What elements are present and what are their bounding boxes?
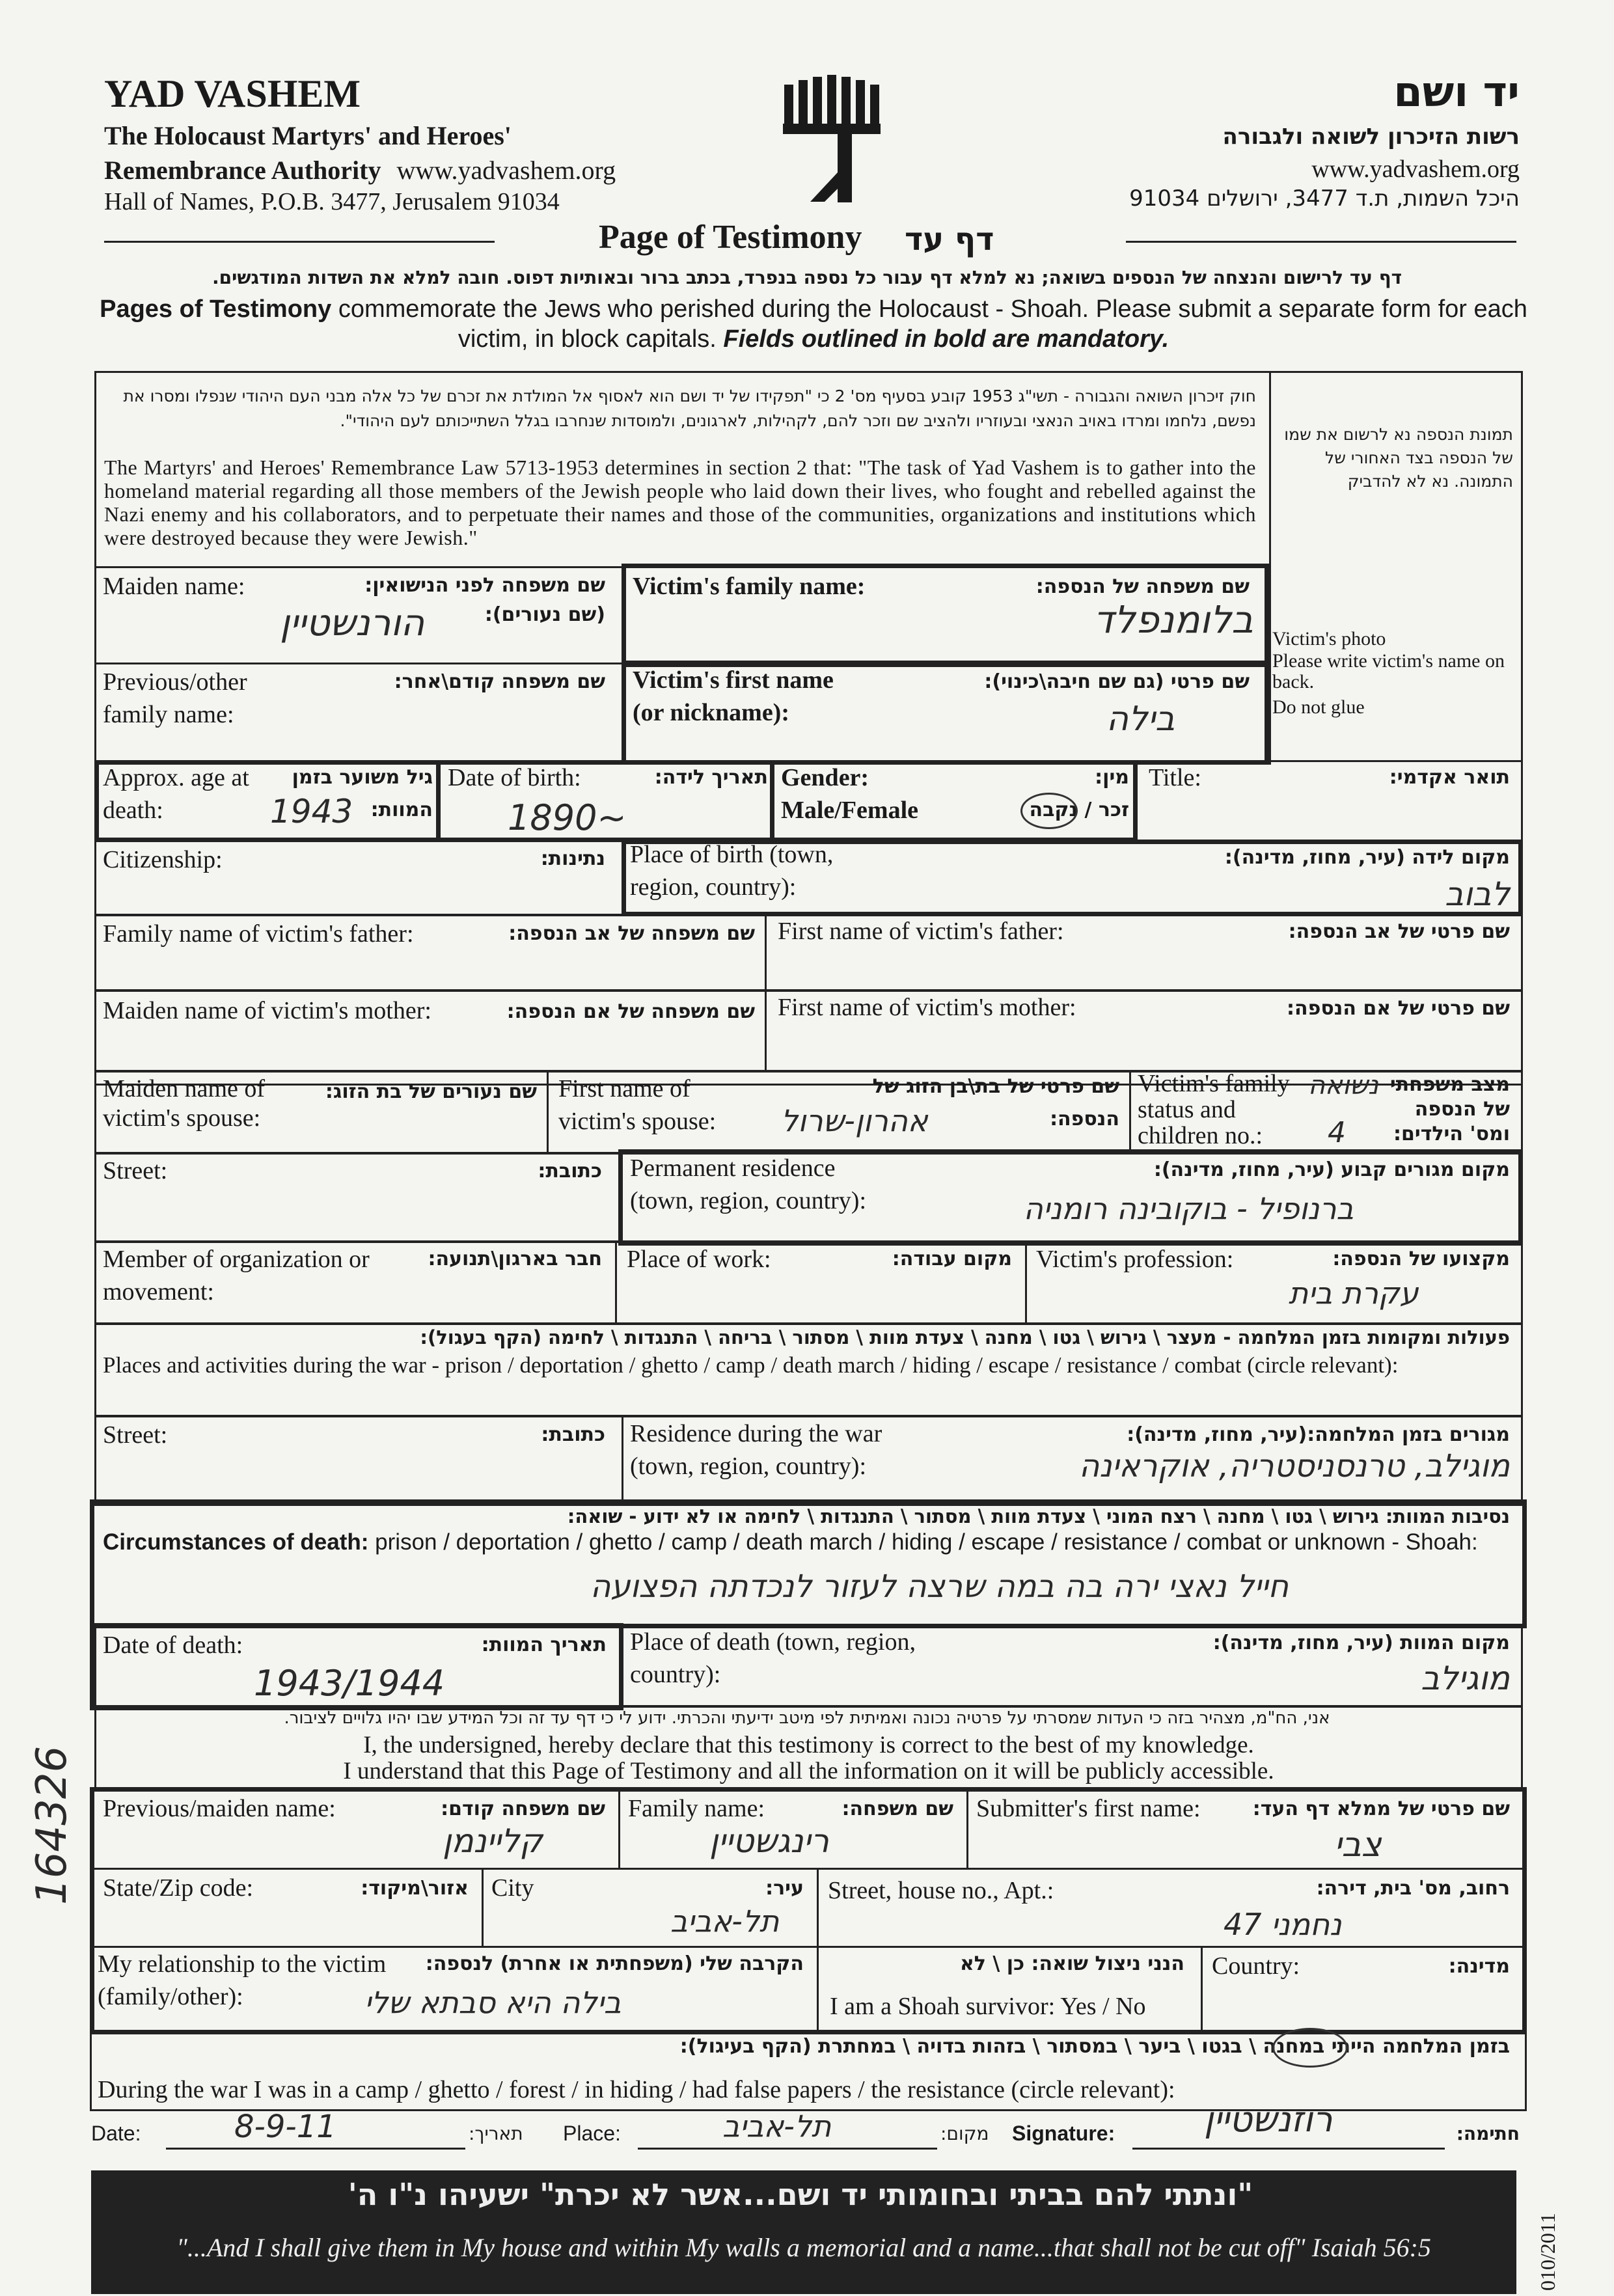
country-label: Country: bbox=[1212, 1952, 1300, 1980]
gender-label-1: Gender: bbox=[781, 764, 869, 791]
city-label-he: עיר: bbox=[765, 1877, 804, 1900]
submitter-family-value[interactable]: רינגשטיין bbox=[709, 1822, 829, 1860]
maiden-name-label-he: שם משפחה לפני הנישואין: bbox=[364, 574, 605, 597]
signature-label: Signature: bbox=[1012, 2122, 1115, 2145]
relationship-value[interactable]: בילה היא סבתא שלי bbox=[364, 1985, 622, 2020]
org-web-he: www.yadvashem.org bbox=[1311, 156, 1520, 183]
form-code: 010/2011 bbox=[1536, 2213, 1559, 2291]
children-count-value[interactable]: 4 bbox=[1328, 1116, 1346, 1149]
mother-maiden-label: Maiden name of victim's mother: bbox=[103, 997, 431, 1024]
pob-label-1: Place of birth (town, bbox=[630, 841, 834, 868]
org-line2-en-text: Remembrance Authority bbox=[104, 156, 381, 185]
perm-residence-value[interactable]: ברנופיל - בוקובינה רומניה bbox=[1023, 1191, 1354, 1226]
photo-glue: Do not glue bbox=[1272, 696, 1365, 718]
relationship-label-he: הקרבה שלי (משפחתית או אחרת) לנספה: bbox=[425, 1952, 804, 1975]
spouse-maiden-label-2: victim's spouse: bbox=[103, 1104, 261, 1132]
zip-label-he: אזור\מיקוד: bbox=[361, 1877, 469, 1900]
place-label: Place: bbox=[563, 2122, 621, 2145]
signature-value[interactable]: רוזנשטיין bbox=[1204, 2099, 1333, 2140]
war-residence-value[interactable]: מוגילב, טרנסניסטריה, אוקראינה bbox=[1079, 1448, 1510, 1484]
submitter-first-label: Submitter's first name: bbox=[976, 1795, 1201, 1822]
father-first-label-he: שם פרטי של אב הנספה: bbox=[1288, 920, 1510, 943]
maiden-name-value[interactable]: הורנשטיין bbox=[280, 602, 425, 644]
war-camp-circle bbox=[1272, 2028, 1348, 2068]
relationship-label-1: My relationship to the victim bbox=[98, 1950, 387, 1978]
country-label-he: מדינה: bbox=[1448, 1955, 1510, 1978]
date-value[interactable]: 8-9-11 bbox=[234, 2109, 336, 2145]
yad-vashem-logo bbox=[765, 75, 895, 205]
father-first-label: First name of victim's father: bbox=[778, 918, 1064, 945]
circumstances-label-en bbox=[103, 1529, 1478, 1555]
survivor-label-en: I am a Shoah survivor: Yes / No bbox=[830, 1993, 1146, 2020]
org-line2-en bbox=[104, 155, 616, 185]
prev-name-label-1: Previous/other bbox=[103, 668, 247, 696]
place-value[interactable]: תל-אביב bbox=[722, 2109, 832, 2144]
org-member-label-he: חבר בארגון\תנועה: bbox=[428, 1248, 602, 1270]
war-residence-label-1: Residence during the war bbox=[630, 1420, 882, 1447]
dob-value[interactable]: 1890~ bbox=[508, 797, 627, 838]
work-label-he: מקום עבודה: bbox=[892, 1248, 1012, 1270]
victim-family-name-label: Victim's family name: bbox=[633, 573, 866, 600]
footer-quote-he: "ונתתי להם בביתי ובחומותי יד ושם...אשר לא יכרת" ישעיהו נ"ו ה' bbox=[348, 2177, 1253, 2212]
intro-en-italic: Fields outlined in bold are mandatory. bbox=[723, 325, 1169, 353]
first-name-label-he: שם פרטי (גם שם חיבה\כינוי): bbox=[984, 670, 1250, 693]
war-residence-label-he: מגורים בזמן המלחמה:(עיר, מחוז, מדינה): bbox=[1127, 1423, 1510, 1446]
father-family-label: Family name of victim's father: bbox=[103, 920, 414, 948]
address-value[interactable]: נחמני 47 bbox=[1224, 1907, 1342, 1942]
place-label-he: מקום: bbox=[940, 2123, 989, 2144]
page-title-he: דף עד bbox=[905, 221, 994, 258]
intro-en-text: commemorate the Jews who perished during the Holocaust - Shoah. Please submit a separate form for each victim, in block capitals. bbox=[338, 295, 1527, 353]
pod-value[interactable]: מוגילב bbox=[1421, 1660, 1510, 1697]
war-street-label-he: כתובת: bbox=[541, 1423, 605, 1446]
family-status-label-he3: ומס' הילדים: bbox=[1393, 1123, 1510, 1145]
age-label-he2: המוות: bbox=[370, 799, 433, 821]
spouse-first-label-2: victim's spouse: bbox=[558, 1108, 717, 1135]
dod-value[interactable]: 1943/1944 bbox=[254, 1663, 445, 1704]
victim-family-name-label-he: שם משפחה של הנספה: bbox=[1035, 575, 1250, 598]
org-member-label-1: Member of organization or bbox=[103, 1246, 370, 1273]
activities-label-en: Places and activities during the war - prison / deportation / ghetto / camp / death march / hiding / escape / resistance / combat (circle relevant): bbox=[103, 1352, 1399, 1378]
intro-he: דף עד לרישום והנצחה של הנספים בשואה; נא למלא דף עבור כל נספה בנפרד, בכתב ברור ובאותיות דפוס. חובה למלא את השדות המודגשים. bbox=[212, 267, 1402, 288]
mother-maiden-label-he: שם משפחה של אם הנספה: bbox=[506, 1000, 755, 1023]
dob-label-he: תאריך לידה: bbox=[654, 766, 768, 789]
age-value[interactable]: 1943 bbox=[270, 793, 353, 830]
law-text-en: The Martyrs' and Heroes' Remembrance Law 5713-1953 determines in section 2 that: "The task of Yad Vashem is to gather into the homeland material regarding all those members of the Jewish people who laid down their lives, who fought and rebelled against the Nazi enemy and his collaborators, and to perpetuate their names and those of the communities, organizations and institutions which were destroyed because they were Jewish." bbox=[104, 456, 1256, 549]
family-status-label-3: children no.: bbox=[1138, 1122, 1263, 1149]
profession-value[interactable]: עקרת בית bbox=[1289, 1276, 1419, 1311]
circumstances-label-text: prison / deportation / ghetto / camp / death march / hiding / escape / resistance / combat or unknown - Shoah: bbox=[375, 1529, 1478, 1555]
declaration-en-1: I, the undersigned, hereby declare that this testimony is correct to the best of my knowledge. bbox=[363, 1732, 1254, 1758]
intro-en bbox=[98, 294, 1529, 354]
prev-name-label-he: שם משפחה קודם\אחר: bbox=[394, 670, 605, 693]
first-name-label-2: (or nickname): bbox=[633, 699, 789, 726]
circumstances-label-he: נסיבות המוות: גירוש \ גטו \ מחנה \ רצח המוני \ צעדת מוות \ מסתור \ התנגדות \ לחימה או לא ידוע - שואה: bbox=[567, 1505, 1510, 1527]
survivor-label-he: הנני ניצול שואה: כן \ לא bbox=[959, 1952, 1184, 1975]
war-residence-label-2: (town, region, country): bbox=[630, 1453, 867, 1480]
date-label-he: תאריך: bbox=[469, 2123, 523, 2144]
war-location-label-he: בזמן המלחמה הייתי במחנה \ בגטו \ ביער \ במסתור \ בזהות בדויה \ במחתרת (הקף בעיגול): bbox=[679, 2035, 1510, 2058]
signature-label-he: חתימה: bbox=[1456, 2123, 1520, 2144]
org-line1-he: רשות הזיכרון לשואה ולגבורה bbox=[1222, 124, 1520, 150]
declaration-en-2: I understand that this Page of Testimony and all the information on it will be publicly accessible. bbox=[343, 1758, 1274, 1784]
spouse-maiden-label-he: שם נעורים של בת הזוג: bbox=[325, 1080, 537, 1103]
title-label-he: תואר אקדמי: bbox=[1389, 766, 1510, 789]
pob-value[interactable]: לבוב bbox=[1445, 875, 1510, 913]
street-label: Street: bbox=[103, 1157, 168, 1184]
org-line1-en: The Holocaust Martyrs' and Heroes' bbox=[104, 121, 512, 150]
org-member-label-2: movement: bbox=[103, 1278, 214, 1305]
family-status-label-1: Victim's family bbox=[1138, 1070, 1290, 1097]
photo-label: Victim's photo bbox=[1272, 628, 1386, 649]
family-status-label-2: status and bbox=[1138, 1096, 1236, 1123]
mother-first-label-he: שם פרטי של אם הנספה: bbox=[1287, 997, 1510, 1020]
law-text-he: חוק זיכרון השואה והגבורה - תשי"ג 1953 קובע בסעיף מס' 2 כי "תפקידו של יד ושם הוא לאסוף אל המולדת את זכרם של כל אלה מבני העם היהודי שנפלו ומסרו את נפשם, נלחמו ומרדו באויב הנאצי ובעוזריו ולהציב שם וזכר להם, לקהילות, לארגונים, ולמוסדות שנחרבו בגלל השתייכותם לעם היהודי". bbox=[123, 387, 1256, 430]
circumstances-label-bold: Circumstances of death: bbox=[103, 1529, 369, 1555]
zip-label: State/Zip code: bbox=[103, 1874, 254, 1902]
pob-label-he: מקום לידה (עיר, מחוז, מדינה): bbox=[1224, 846, 1510, 869]
photo-write: Please write victim's name on back. bbox=[1272, 650, 1505, 692]
age-label-he1: גיל משוער בזמן bbox=[292, 766, 433, 789]
maiden-name-label-he2: (שם נעורים): bbox=[484, 603, 605, 626]
gender-label-2: Male/Female bbox=[781, 797, 919, 824]
gender-female-circle bbox=[1020, 793, 1078, 829]
intro-en-bold: Pages of Testimony bbox=[100, 295, 332, 323]
citizenship-label: Citizenship: bbox=[103, 846, 223, 873]
archive-stamp-number: 164326 bbox=[28, 1745, 76, 1905]
victim-family-name-value[interactable]: בלומנפלד bbox=[1093, 597, 1253, 642]
submitter-family-label-he: שם משפחה: bbox=[841, 1797, 953, 1820]
org-addr-he: היכל השמות, ת.ד 3477, ירושלים 91034 bbox=[1129, 185, 1520, 212]
war-street-label: Street: bbox=[103, 1421, 168, 1449]
pob-label-2: region, country): bbox=[630, 873, 797, 901]
city-label: City bbox=[491, 1874, 534, 1902]
spouse-first-label-1: First name of bbox=[558, 1075, 691, 1102]
dod-label: Date of death: bbox=[103, 1632, 243, 1659]
dod-label-he: תאריך המוות: bbox=[481, 1633, 607, 1656]
title-label: Title: bbox=[1149, 764, 1201, 791]
org-name-en: YAD VASHEM bbox=[104, 72, 361, 115]
relationship-label-2: (family/other): bbox=[98, 1983, 243, 2010]
circumstances-value[interactable]: חייל נאצי ירה בה במה שרצה לעזור לנכדתה הפצועה bbox=[590, 1568, 1289, 1605]
first-name-label-1: Victim's first name bbox=[633, 666, 834, 694]
spouse-first-label-he1: שם פרטי של בת\בן הזוג של bbox=[872, 1075, 1119, 1098]
page-title-en: Page of Testimony bbox=[599, 219, 862, 256]
submitter-first-label-he: שם פרטי של ממלא דף העד: bbox=[1252, 1797, 1510, 1820]
perm-residence-label-1: Permanent residence bbox=[630, 1155, 836, 1182]
pod-label-1: Place of death (town, region, bbox=[630, 1628, 916, 1656]
date-label: Date: bbox=[91, 2122, 141, 2145]
org-addr-en: Hall of Names, P.O.B. 3477, Jerusalem 91034 bbox=[104, 188, 560, 215]
photo-note-he: תמונת הנספה נא לרשום את שמו של הנספה בצד האחורי של התמונה. נא לא להדביק bbox=[1284, 425, 1513, 491]
spouse-first-value[interactable]: אהרון-שרול bbox=[781, 1103, 928, 1138]
gender-label-he2: זכר / נקבה bbox=[1029, 799, 1129, 821]
profession-label-he: מקצועו של הנספה: bbox=[1332, 1248, 1510, 1270]
dob-label: Date of birth: bbox=[448, 764, 581, 791]
war-location-label-en: During the war I was in a camp / ghetto / forest / in hiding / had false papers / the resistance (circle relevant): bbox=[98, 2076, 1175, 2103]
submitter-prev-value[interactable]: קליינמן bbox=[443, 1822, 543, 1860]
age-label-2: death: bbox=[103, 797, 163, 824]
father-family-label-he: שם משפחה של אב הנספה: bbox=[508, 922, 755, 945]
pod-label-he: מקום המוות (עיר, מחוז, מדינה): bbox=[1212, 1632, 1510, 1654]
submitter-prev-label-he: שם משפחה קודם: bbox=[441, 1797, 605, 1820]
submitter-family-label: Family name: bbox=[628, 1795, 765, 1822]
citizenship-label-he: נתינות: bbox=[540, 847, 605, 870]
submitter-first-value[interactable]: צבי bbox=[1334, 1825, 1382, 1865]
address-label-he: רחוב, מס' בית, דירה: bbox=[1316, 1877, 1510, 1900]
address-label: Street, house no., Apt.: bbox=[828, 1877, 1054, 1904]
declaration-he: אני, הח"מ, מצהיר בזה כי העדות שמסרתי על פרטיה נכונה ואמיתית לפי מיטב ידיעתי והכרתי. ידוע לי כי דף עד זה וכל המידע שבו יהיו גלויים לציבור. bbox=[284, 1708, 1330, 1728]
spouse-first-label-he2: הנספה: bbox=[1050, 1108, 1119, 1130]
first-name-value[interactable]: בילה bbox=[1106, 700, 1175, 739]
spouse-maiden-label-1: Maiden name of bbox=[103, 1075, 266, 1102]
org-web-en: www.yadvashem.org bbox=[396, 156, 616, 185]
gender-label-he1: מין: bbox=[1095, 766, 1129, 789]
activities-label-he: פעולות ומקומות בזמן המלחמה - מעצר \ גירוש \ גטו \ מחנה \ צעדת מוות \ מסתור \ בריחה \ התנגדות \ לחימה (הקף בעגול): bbox=[420, 1326, 1510, 1348]
profession-label: Victim's profession: bbox=[1036, 1246, 1234, 1273]
age-label-1: Approx. age at bbox=[103, 764, 249, 791]
maiden-name-label: Maiden name: bbox=[103, 573, 245, 600]
pod-label-2: country): bbox=[630, 1661, 721, 1688]
family-status-label-he2: של הנספה bbox=[1414, 1098, 1510, 1121]
mother-first-label: First name of victim's mother: bbox=[778, 994, 1076, 1021]
perm-residence-label-2: (town, region, country): bbox=[630, 1187, 867, 1214]
family-status-label-he1: מצב משפחתי bbox=[1389, 1073, 1510, 1096]
work-label: Place of work: bbox=[627, 1246, 771, 1273]
city-value[interactable]: תל-אביב bbox=[670, 1904, 780, 1939]
street-label-he: כתובת: bbox=[538, 1160, 602, 1182]
footer-quote-en: "...And I shall give them in My house and within My walls a memorial and a name...that shall not be cut off" Isaiah 56:5 bbox=[176, 2233, 1431, 2262]
org-name-he: יד ושם bbox=[1393, 68, 1520, 116]
prev-name-label-2: family name: bbox=[103, 701, 234, 728]
submitter-prev-label: Previous/maiden name: bbox=[103, 1795, 336, 1822]
perm-residence-label-he: מקום מגורים קבוע (עיר, מחוז, מדינה): bbox=[1153, 1158, 1510, 1181]
family-status-value[interactable]: נשואה bbox=[1308, 1071, 1379, 1100]
